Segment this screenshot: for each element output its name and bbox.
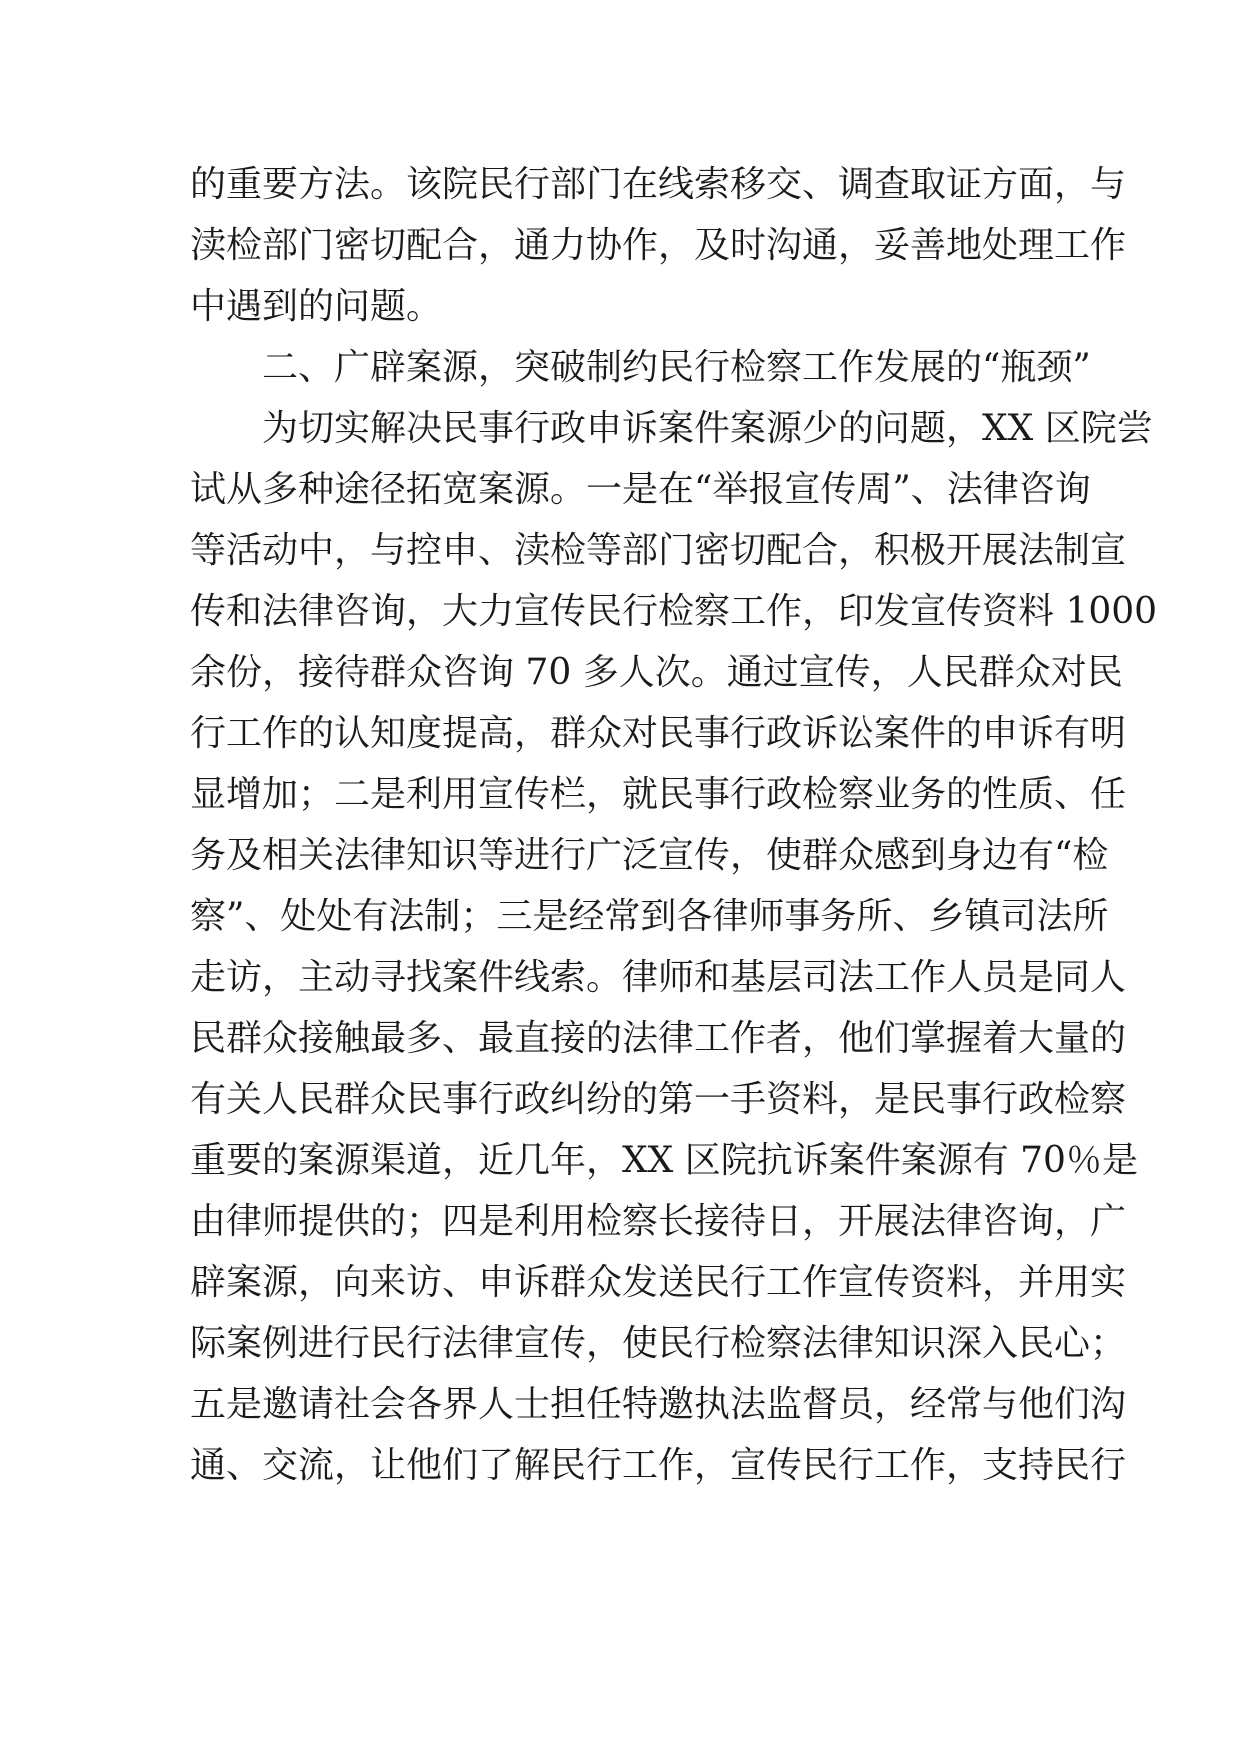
text-line: 传和法律咨询，大力宣传民行检察工作，印发宣传资料 1000: [190, 591, 1158, 632]
text-line: 试从多种途径拓宽案源。一是在“举报宣传周”、法律咨询: [190, 469, 1091, 510]
heading-line: 二、广辟案源，突破制约民行检察工作发展的“瓶颈”: [262, 347, 1091, 388]
paragraph-case-sources: [190, 398, 1158, 1496]
text-line: 辟案源，向来访、申诉群众发送民行工作宣传资料，并用实: [190, 1262, 1127, 1303]
text-line: 由律师提供的；四是利用检察长接待日，开展法律咨询，广: [190, 1201, 1127, 1242]
text-line: 渎检部门密切配合，通力协作，及时沟通，妥善地处理工作: [190, 225, 1127, 266]
text-line: 的重要方法。该院民行部门在线索移交、调查取证方面，与: [190, 164, 1127, 205]
text-line: 际案例进行民行法律宣传，使民行检察法律知识深入民心；: [190, 1323, 1127, 1364]
text-line: 中遇到的问题。: [190, 286, 443, 327]
text-line: 重要的案源渠道，近几年，XX 区院抗诉案件案源有 70％是: [190, 1140, 1138, 1181]
text-line: 民群众接触最多、最直接的法律工作者，他们掌握着大量的: [190, 1018, 1127, 1059]
text-line: 察”、处处有法制；三是经常到各律师事务所、乡镇司法所: [190, 896, 1109, 937]
text-line: 为切实解决民事行政申诉案件案源少的问题，XX 区院尝: [262, 408, 1153, 449]
text-line: 有关人民群众民事行政纠纷的第一手资料，是民事行政检察: [190, 1079, 1127, 1120]
document-body: [190, 154, 1158, 1496]
text-line: 行工作的认知度提高，群众对民事行政诉讼案件的申诉有明: [190, 713, 1127, 754]
text-line: 等活动中，与控申、渎检等部门密切配合，积极开展法制宣: [190, 530, 1127, 571]
section-heading: [190, 337, 1091, 398]
text-line: 余份，接待群众咨询 70 多人次。通过宣传，人民群众对民: [190, 652, 1123, 693]
text-line: 通、交流，让他们了解民行工作，宣传民行工作，支持民行: [190, 1445, 1127, 1486]
text-line: 显增加；二是利用宣传栏，就民事行政检察业务的性质、任: [190, 774, 1127, 815]
text-line: 务及相关法律知识等进行广泛宣传，使群众感到身边有“检: [190, 835, 1109, 876]
text-line: 五是邀请社会各界人士担任特邀执法监督员，经常与他们沟: [190, 1384, 1127, 1425]
paragraph-continued: [190, 154, 1127, 337]
text-line: 走访，主动寻找案件线索。律师和基层司法工作人员是同人: [190, 957, 1127, 998]
